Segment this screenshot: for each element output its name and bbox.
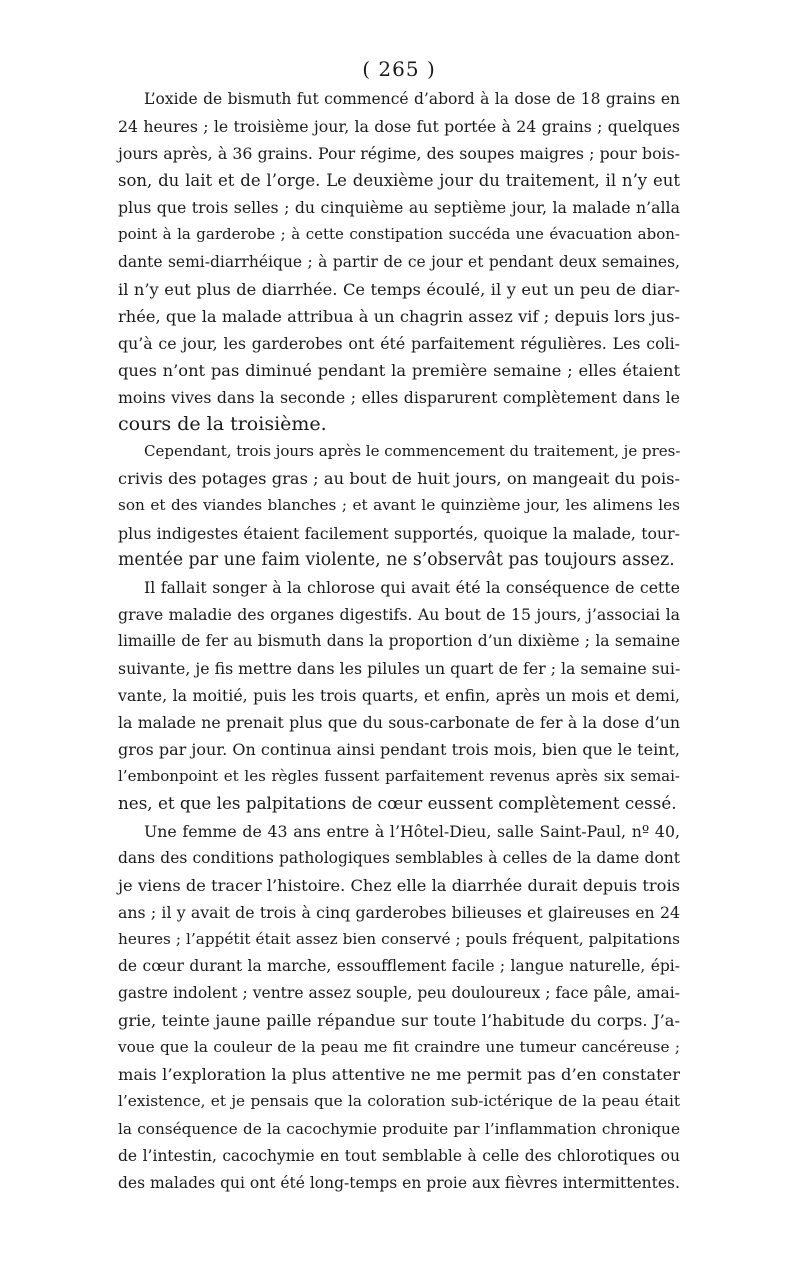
text-line: gastre indolent ; ventre assez souple, peu douloureux ; face pâle, amai-	[118, 984, 680, 1003]
text-line: je viens de tracer l’histoire. Chez elle la diarrhée durait depuis trois	[118, 875, 680, 895]
text-line: dans des conditions pathologiques semblables à celles de la dame dont	[118, 848, 680, 867]
text-line: suivante, je fis mettre dans les pilules un quart de fer ; la semaine sui-	[118, 658, 681, 678]
text-line: jours après, à 36 grains. Pour régime, des soupes maigres ; pour bois-	[118, 144, 680, 164]
text-line: l’embonpoint et les règles fussent parfaitement revenus après six semai-	[118, 767, 680, 786]
text-line: grie, teinte jaune paille répandue sur toute l’habitude du corps. J’a-	[118, 1011, 680, 1031]
text-line: 24 heures ; le troisième jour, la dose fut portée à 24 grains ; quelques	[118, 117, 680, 137]
text-line: Cependant, trois jours après le commencement du traitement, je pres-	[144, 442, 681, 461]
text-line: son et des viandes blanches ; et avant le quinzième jour, les alimens les	[118, 496, 680, 515]
book-page	[118, 56, 680, 1197]
text-line: il n’y eut plus de diarrhée. Ce temps écoulé, il y eut un peu de diar-	[118, 279, 680, 299]
text-line: crivis des potages gras ; au bout de huit jours, on mangeait du pois-	[118, 469, 680, 489]
paragraph	[118, 574, 680, 818]
text-line: heures ; l’appétit était assez bien conservé ; pouls fréquent, palpitations	[118, 929, 680, 948]
page-number: ( 265 )	[362, 57, 436, 81]
text-line: dante semi-diarrhéique ; à partir de ce jour et pendant deux semaines,	[118, 252, 680, 271]
text-line: rhée, que la malade attribua à un chagrin assez vif ; depuis lors jus-	[118, 306, 680, 326]
paragraph	[118, 438, 680, 573]
text-line: limaille de fer au bismuth dans la proportion d’un dixième ; la semaine	[118, 631, 680, 650]
text-line: voue que la couleur de la peau me fit craindre une tumeur cancéreuse ;	[118, 1038, 680, 1057]
text-line: Il fallait songer à la chlorose qui avait été la conséquence de cette	[144, 577, 680, 597]
text-line: Une femme de 43 ans entre à l’Hôtel-Dieu, salle Saint-Paul, nº 40,	[144, 821, 680, 841]
text-line: L’oxide de bismuth fut commencé d’abord à la dose de 18 grains en	[144, 90, 680, 108]
text-line: mentée par une faim violente, ne s’observât pas toujours assez.	[118, 549, 675, 570]
text-line: nes, et que les palpitations de cœur eussent complètement cessé.	[118, 793, 677, 814]
text-line: des malades qui ont été long-temps en proie aux fièvres intermittentes.	[118, 1173, 680, 1192]
text-line: point à la garderobe ; à cette constipation succéda une évacuation abon-	[118, 225, 680, 244]
text-line: l’existence, et je pensais que la coloration sub-ictérique de la peau était	[118, 1092, 680, 1111]
text-line: plus que trois selles ; du cinquième au septième jour, la malade n’alla	[118, 198, 680, 218]
paragraph	[118, 86, 680, 438]
text-line: la conséquence de la cacochymie produite par l’inflammation chronique	[118, 1119, 680, 1138]
text-line: la malade ne prenait plus que du sous-carbonate de fer à la dose d’un	[118, 713, 680, 733]
text-line: mais l’exploration la plus attentive ne me permit pas d’en constater	[118, 1065, 680, 1085]
text-line: gros par jour. On continua ainsi pendant trois mois, bien que le teint,	[118, 740, 680, 760]
text-line: vante, la moitié, puis les trois quarts, et enfin, après un mois et demi,	[118, 686, 680, 706]
text-line: plus indigestes étaient facilement supportés, quoique la malade, tour-	[118, 523, 680, 543]
text-line: ans ; il y avait de trois à cinq garderobes bilieuses et glaireuses en 24	[118, 902, 680, 922]
text-line: qu’à ce jour, les garderobes ont été parfaitement régulières. Les coli-	[118, 333, 680, 353]
text-line: ques n’ont pas diminué pendant la première semaine ; elles étaient	[118, 360, 680, 380]
text-line: grave maladie des organes digestifs. Au bout de 15 jours, j’associai la	[118, 604, 680, 624]
text-line: de cœur durant la marche, essoufflement facile ; langue naturelle, épi-	[118, 957, 680, 975]
paragraph	[118, 818, 680, 1197]
text-line: cours de la troisième.	[118, 413, 327, 436]
text-line: son, du lait et de l’orge. Le deuxième jour du traitement, il n’y eut	[118, 171, 680, 191]
text-line: moins vives dans la seconde ; elles disparurent complètement dans le	[118, 388, 680, 408]
page-body	[118, 86, 680, 1197]
text-line: de l’intestin, cacochymie en tout semblable à celle des chlorotiques ou	[118, 1146, 680, 1165]
